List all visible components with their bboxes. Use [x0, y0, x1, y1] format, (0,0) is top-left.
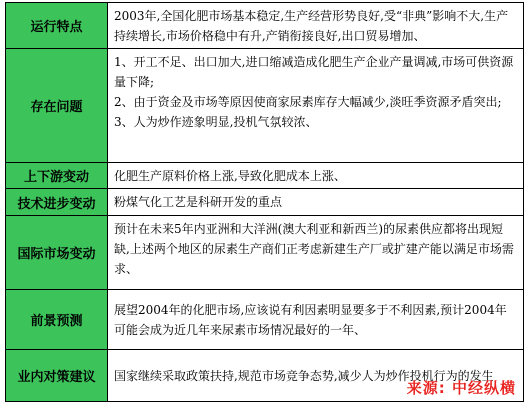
paragraph: 预计在未来5年内亚洲和大洋洲(澳大利亚和新西兰)的尿素供应都将出现短缺,上述两个地区的尿素生产商们正考虑新建生产厂或扩建产能以满足市场需求、	[114, 222, 514, 276]
row-content-supply-chain	[108, 163, 524, 189]
table-row	[6, 163, 524, 189]
row-content-international	[108, 216, 524, 290]
table-row	[6, 189, 524, 216]
paragraph: 2003年,全国化肥市场基本稳定,生产经营形势良好,受“非典”影响不大,生产持续增长,市场价格稳中有升,产销衔接良好,出口贸易增加、	[114, 9, 509, 43]
row-content-operation	[108, 3, 524, 49]
paragraph: 2、由于资金及市场等原因使商家尿素库存大幅减少,淡旺季资源矛盾突出;	[114, 95, 502, 109]
row-header-problems: 存在问题	[6, 49, 108, 163]
paragraph: 粉煤气化工艺是科研开发的重点	[114, 195, 283, 209]
row-content-problems	[108, 49, 524, 163]
table-row	[6, 49, 524, 163]
paragraph: 展望2004年的化肥市场,应该说有利因素明显要多于不利因素,预计2004年可能会成为近几年来尿素市场情况最好的一年、	[114, 303, 507, 337]
row-header-supply-chain: 上下游变动	[6, 163, 108, 189]
row-header-outlook: 前景预测	[6, 290, 108, 350]
paragraph: 3、人为炒作迹象明显,投机气氛较浓、	[114, 115, 318, 129]
row-header-technology: 技术进步变动	[6, 189, 108, 216]
analysis-sheet	[5, 2, 524, 402]
row-header-international: 国际市场变动	[6, 216, 108, 290]
table-row	[6, 216, 524, 290]
row-header-operation: 运行特点	[6, 3, 108, 49]
table-row	[6, 290, 524, 350]
source-label: 来源: 中经纵横	[406, 379, 516, 397]
analysis-table	[5, 2, 524, 402]
paragraph: 化肥生产原料价格上涨,导致化肥成本上涨、	[114, 169, 346, 183]
row-content-outlook	[108, 290, 524, 350]
paragraph: 国家继续采取政策扶持,规范市场竞争态势,减少人为炒作投机行为的发生	[114, 369, 494, 383]
row-content-technology	[108, 189, 524, 216]
table-row	[6, 3, 524, 49]
row-header-suggestions: 业内对策建议	[6, 350, 108, 402]
paragraph: 1、开工不足、出口加大,进口缩减造成化肥生产企业产量调减,市场可供资源量下降;	[114, 55, 514, 89]
